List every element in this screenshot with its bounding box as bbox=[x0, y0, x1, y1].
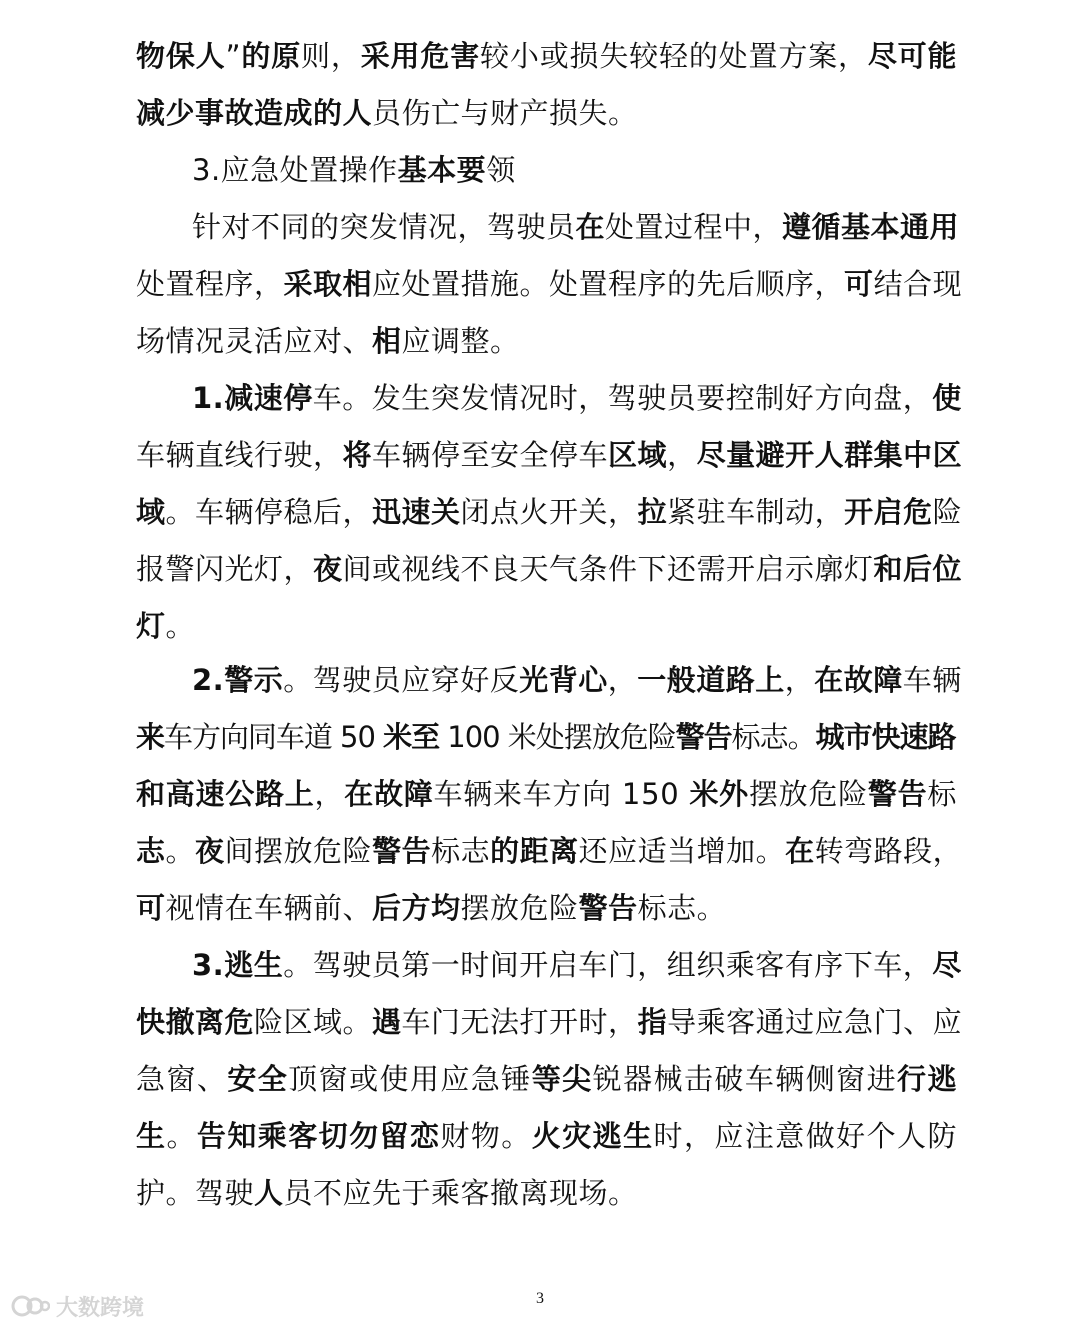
text-line bbox=[0, 823, 1080, 880]
text-line-content: 减少事故造成的人员伤亡与财产损失。 bbox=[136, 96, 638, 130]
text-line-content: 志。夜间摆放危险警告标志的距离还应适当增加。在转弯路段， bbox=[136, 834, 963, 868]
text-line-content: 针对不同的突发情况，驾驶员在处置过程中，遵循基本通用 bbox=[192, 210, 960, 244]
text-line bbox=[0, 709, 1080, 766]
text-line bbox=[0, 1165, 1080, 1222]
text-line-content: 车辆直线行驶，将车辆停至安全停车区域，尽量避开人群集中区 bbox=[136, 438, 963, 472]
text-line bbox=[0, 937, 1080, 994]
text-line bbox=[0, 1051, 1080, 1108]
text-line-content: 和高速公路上，在故障车辆来车方向 150 米外摆放危险警告标 bbox=[136, 777, 958, 811]
text-line bbox=[0, 652, 1080, 709]
text-line-content: 快撤离危险区域。遇车门无法打开时，指导乘客通过应急门、应 bbox=[136, 1005, 963, 1039]
watermark bbox=[10, 1290, 144, 1322]
text-line-content: 生。告知乘客切勿留恋财物。火灾逃生时，应注意做好个人防 bbox=[136, 1119, 958, 1153]
page-number: 3 bbox=[536, 1290, 544, 1307]
text-line bbox=[0, 85, 1080, 142]
text-line bbox=[0, 1108, 1080, 1165]
text-line-content: 物保人”的原则，采用危害较小或损失较轻的处置方案，尽可能 bbox=[136, 39, 958, 73]
text-line-content: 报警闪光灯，夜间或视线不良天气条件下还需开启示廓灯和后位 bbox=[136, 552, 963, 586]
text-line bbox=[0, 598, 1080, 655]
text-line bbox=[0, 541, 1080, 598]
text-line bbox=[0, 766, 1080, 823]
watermark-logo-icon bbox=[10, 1291, 50, 1321]
text-line bbox=[0, 427, 1080, 484]
text-line-content: 3.应急处置操作基本要领 bbox=[192, 153, 516, 187]
watermark-text: 大数跨境 bbox=[56, 1295, 145, 1321]
text-line-content: 急窗、安全顶窗或使用应急锤等尖锐器械击破车辆侧窗进行逃 bbox=[136, 1062, 958, 1096]
text-line-content: 处置程序，采取相应处置措施。处置程序的先后顺序，可结合现 bbox=[136, 267, 963, 301]
text-line-content: 来车方向同车道 50 米至 100 米处摆放危险警告标志。城市快速路 bbox=[136, 720, 956, 754]
text-line-content: 3.逃生。驾驶员第一时间开启车门，组织乘客有序下车，尽 bbox=[192, 948, 962, 982]
text-line bbox=[0, 484, 1080, 541]
text-line bbox=[0, 256, 1080, 313]
text-line-content: 2.警示。驾驶员应穿好反光背心，一般道路上，在故障车辆 bbox=[192, 663, 962, 697]
text-line-content: 灯。 bbox=[136, 609, 196, 643]
text-line-content: 护。驾驶人员不应先于乘客撤离现场。 bbox=[136, 1176, 638, 1210]
text-line bbox=[0, 142, 1080, 199]
text-line-content: 1.减速停车。发生突发情况时，驾驶员要控制好方向盘，使 bbox=[192, 381, 962, 415]
text-line-content: 域。车辆停稳后，迅速关闭点火开关，拉紧驻车制动，开启危险 bbox=[136, 495, 963, 529]
text-line bbox=[0, 199, 1080, 256]
text-line-content: 场情况灵活应对、相应调整。 bbox=[136, 324, 520, 358]
text-line bbox=[0, 994, 1080, 1051]
text-line bbox=[0, 28, 1080, 85]
text-line-content: 可视情在车辆前、后方均摆放危险警告标志。 bbox=[136, 891, 727, 925]
text-line bbox=[0, 313, 1080, 370]
text-line bbox=[0, 370, 1080, 427]
text-line bbox=[0, 880, 1080, 937]
